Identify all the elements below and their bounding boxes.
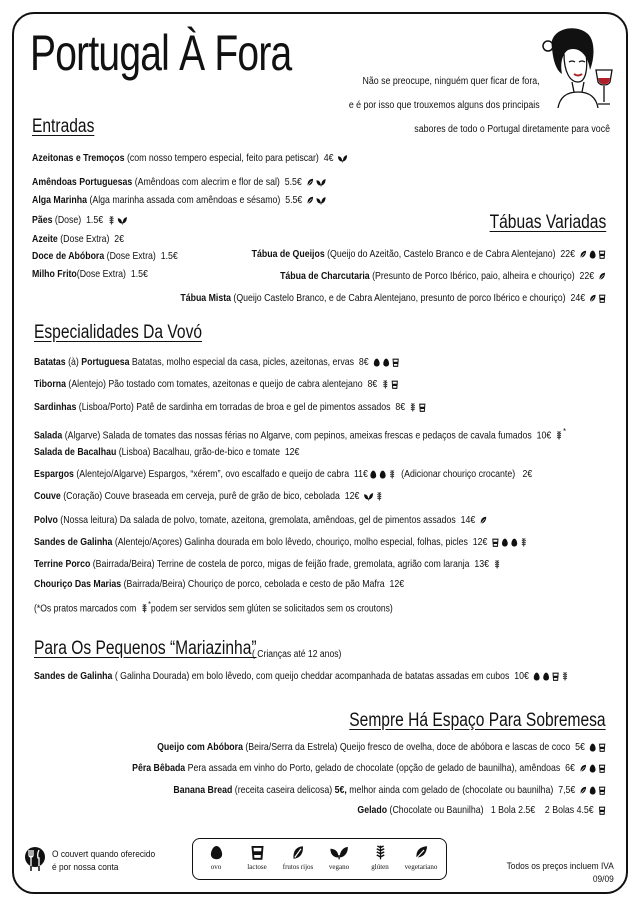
item-price: 11€ — [349, 469, 368, 480]
lactose-icon — [391, 380, 399, 389]
lactose-icon — [598, 806, 606, 815]
item-region: (Lisboa) — [116, 447, 151, 458]
iva-text: Todos os preços incluem IVA — [506, 861, 614, 872]
legend-item — [237, 845, 277, 871]
item-region: (Bairrada/Beira) — [90, 559, 155, 570]
item-price: 4€ — [318, 153, 334, 164]
intro-line: e é por isso que trouxemos alguns dos principais — [348, 100, 540, 111]
legend-label: vegetariano — [404, 863, 438, 871]
item-description: Pão tostado com tomates, azeitonas e queijo de cabra alentejano — [105, 379, 363, 390]
tabua-item — [280, 270, 606, 284]
egg-icon — [533, 672, 541, 681]
intro-line: sabores de todo o Portugal diretamente para você — [414, 124, 610, 135]
item-price-inline: 5€, — [334, 785, 347, 796]
item-price: 24€ — [565, 293, 585, 304]
vegetarian-icon — [306, 196, 314, 205]
item-price: 10€ — [509, 671, 529, 682]
lactose-icon — [492, 538, 500, 547]
gluten-note-text: (*Os pratos marcados com — [34, 603, 139, 615]
lactose-icon — [598, 743, 606, 752]
egg-icon — [589, 250, 597, 259]
item-description: Chouriço de porco, cebolada e cesto de pão Mafra — [185, 579, 385, 590]
couvert-note — [52, 848, 155, 874]
vegan-icon — [338, 154, 348, 163]
item-name: Chouriço Das Marias — [34, 579, 122, 590]
cutlery-icon — [24, 846, 46, 872]
item-name: Alga Marinha — [32, 195, 88, 206]
nut-icon — [278, 845, 318, 860]
gluten-free-marker: * — [563, 426, 566, 436]
section-title-entradas: Entradas — [32, 116, 95, 137]
item-description: (Presunto de Porco Ibérico, paio, alheira e chouriço) — [369, 271, 575, 282]
item-name: Pães — [32, 215, 53, 226]
item-description: (Amêndoas com alecrim e flor de sal) — [132, 177, 280, 188]
vegetarian-icon — [401, 845, 441, 860]
gluten-icon — [561, 672, 569, 681]
egg-icon — [370, 470, 378, 479]
especialidade-item — [34, 468, 532, 482]
legend-item — [196, 845, 236, 871]
item-description: (Dose Extra) — [57, 234, 110, 245]
woman-with-wine-illustration — [538, 24, 618, 108]
gluten-icon — [360, 845, 400, 860]
item-name: Salada — [34, 430, 63, 442]
vegetarian-icon — [579, 764, 587, 773]
item-description: ( Galinha Dourada) em bolo lêvedo, com queijo cheddar acompanhada de batatas assadas em cubos — [112, 671, 510, 682]
item-name: Portuguesa — [81, 357, 130, 368]
pequenos-age-note: ( Crianças até 12 anos) — [252, 649, 342, 660]
item-name: Azeitonas e Tremoços — [32, 153, 125, 164]
item-description: (Dose Extra) — [76, 269, 126, 280]
item-description: Espargos, “xérem”, ovo escalfado e queijo de cabra — [146, 469, 350, 480]
kids-item — [34, 670, 569, 684]
sobremesa-item — [173, 784, 606, 798]
vegetarian-icon — [598, 272, 606, 281]
vegetarian-icon — [579, 786, 587, 795]
item-name: Banana Bread — [173, 785, 233, 796]
item-price: 5.5€ — [279, 177, 302, 188]
legend-label: frutos rijos — [282, 863, 314, 871]
item-name: Couve — [34, 491, 61, 502]
gluten-icon — [520, 538, 528, 547]
lactose-icon — [552, 672, 560, 681]
tabua-item — [252, 248, 606, 262]
especialidade-item — [34, 514, 487, 528]
lactose-icon — [237, 845, 277, 860]
item-name: Batatas — [34, 357, 66, 368]
item-name: Queijo com Abóbora — [156, 742, 243, 753]
item-name: Pêra Bêbada — [132, 763, 186, 774]
especialidade-item — [34, 401, 426, 415]
section-title-especialidades: Especialidades Da Vovó — [34, 322, 203, 343]
section-title-tabuas: Tábuas Variadas — [489, 212, 606, 233]
item-description: Galinha dourada em bolo lêvedo, chouriço, molho especial, folhas, picles — [182, 537, 468, 548]
tabua-item — [180, 292, 606, 306]
especialidade-item — [34, 578, 404, 592]
gluten-icon — [381, 380, 389, 389]
especialidade-item — [34, 446, 299, 460]
item-name: Sandes de Galinha — [34, 537, 113, 548]
egg-icon — [382, 358, 390, 367]
item-name: Terrine Porco — [34, 559, 91, 570]
vegan-icon — [315, 178, 325, 187]
item-description: Salada de tomates das nossas férias no Algarve, com pepinos, ameixas frescas e pedaços de cavala fumados — [100, 430, 532, 442]
especialidade-item — [34, 490, 383, 504]
item-description: (Chocolate ou Baunilha) — [387, 805, 485, 816]
item-region: (Coração) — [60, 491, 103, 502]
item-name: Salada de Bacalhau — [34, 447, 117, 458]
item-description: Terrine de costela de porco, migas de feijão frade, gremolata, agrião com laranja — [154, 559, 470, 570]
item-region: (Alentejo) — [65, 379, 106, 390]
vegetarian-icon — [589, 294, 597, 303]
especialidade-item — [34, 424, 566, 443]
section-title-sobremesa: Sempre Há Espaço Para Sobremesa — [349, 710, 606, 731]
legend-item — [360, 845, 400, 871]
item-price: 6€ — [560, 763, 576, 774]
item-description: Couve braseada em cerveja, purê de grão de bico, cebolada — [102, 491, 340, 502]
gluten-icon — [376, 492, 384, 501]
item-name: Tábua Mista — [179, 293, 231, 304]
egg-icon — [501, 538, 509, 547]
item-region: (Lisboa/Porto) — [76, 402, 134, 413]
legend-label: glúten — [371, 863, 389, 871]
sobremesa-item — [132, 762, 606, 776]
item-description: (Dose) — [52, 215, 82, 226]
item-name: Polvo — [34, 515, 58, 526]
legend-item — [278, 845, 318, 871]
item-extra-price: 2€ — [515, 469, 533, 480]
item-name: Amêndoas Portuguesas — [32, 177, 133, 188]
item-price: 7,5€ — [553, 785, 576, 796]
item-price: 8€ — [390, 402, 406, 413]
section-title-pequenos: Para Os Pequenos “Mariazinha” — [34, 638, 257, 659]
entrada-item — [32, 233, 124, 247]
especialidade-item — [34, 536, 528, 550]
especialidade-item — [34, 558, 501, 572]
gluten-note-text: podem ser servidos sem glúten se solicitados sem os croutons) — [150, 603, 393, 615]
page-title: Portugal À Fora — [30, 25, 292, 81]
vegetarian-icon — [479, 516, 487, 525]
egg-icon — [589, 743, 597, 752]
vegetarian-icon — [579, 250, 587, 259]
especialidade-item — [34, 378, 399, 392]
entrada-item — [32, 194, 326, 208]
item-price: 1.5€ — [125, 269, 148, 280]
vegan-icon — [319, 845, 359, 860]
item-price: 1.5€ — [81, 215, 104, 226]
intro-line: Não se preocupe, ninguém quer ficar de fora, — [362, 76, 540, 87]
entrada-item — [32, 152, 348, 166]
item-description: Batatas, molho especial da casa, picles, azeitonas, ervas — [129, 357, 354, 368]
couvert-line: é por nossa conta — [52, 862, 119, 873]
item-name: Espargos — [34, 469, 74, 480]
lactose-icon — [598, 250, 606, 259]
gluten-icon — [409, 403, 417, 412]
item-description: Pera assada em vinho do Porto, gelado de chocolate (opção de gelado de baunilha), amêndoas — [185, 763, 561, 774]
vegan-icon — [117, 216, 127, 225]
item-name: Milho Frito — [32, 269, 77, 280]
lactose-icon — [598, 294, 606, 303]
item-extra: (Adicionar chouriço crocante) — [396, 469, 516, 480]
egg-icon — [511, 538, 519, 547]
item-region: (à) — [65, 357, 82, 368]
item-price: 1 Bola 2.5€ — [484, 805, 536, 816]
item-name: Sandes de Galinha — [34, 671, 113, 682]
egg-icon — [196, 845, 236, 860]
vegetarian-icon — [306, 178, 314, 187]
item-description: Bacalhau, grão-de-bico e tomate — [150, 447, 280, 458]
item-name: Tábua de Queijos — [251, 249, 325, 260]
couvert-line: O couvert quando oferecido — [52, 849, 156, 860]
item-name: Azeite — [32, 234, 58, 245]
lactose-icon — [392, 358, 400, 367]
lactose-icon — [598, 764, 606, 773]
item-price: 12€ — [384, 579, 405, 590]
item-price: 8€ — [353, 357, 369, 368]
allergen-legend — [192, 838, 447, 880]
item-description: (receita caseira delicosa) — [232, 785, 335, 796]
item-region: (Alentejo/Algarve) — [73, 469, 147, 480]
item-description: (Beira/Serra da Estrela) Queijo fresco de ovelha, doce de abóbora e lascas de coco — [242, 742, 571, 753]
legend-label: vegano — [328, 863, 350, 871]
gluten-icon — [107, 216, 115, 225]
egg-icon — [589, 786, 597, 795]
item-price: 1.5€ — [155, 251, 178, 262]
item-description: (Queijo do Azeitão, Castelo Branco e de Cabra Alentejano) — [324, 249, 556, 260]
item-price: 10€ — [531, 430, 552, 442]
item-price: 13€ — [469, 559, 490, 570]
item-description: Da salada de polvo, tomate, azeitona, gremolata, amêndoas, gel de pimentos assados — [117, 515, 456, 526]
item-name: Sardinhas — [34, 402, 77, 413]
legend-item — [319, 845, 359, 871]
item-price: 8€ — [362, 379, 378, 390]
lactose-icon — [419, 403, 427, 412]
item-name: Gelado — [357, 805, 388, 816]
item-name: Tábua de Charcutaria — [279, 271, 370, 282]
item-price: 22€ — [574, 271, 595, 282]
item-description: (com nosso tempero especial, feito para petiscar) — [124, 153, 319, 164]
item-name: Tiborna — [34, 379, 66, 390]
item-description: (Queijo Castelo Branco, e de Cabra Alentejano, presunto de porco Ibérico e chouriço) — [230, 293, 566, 304]
item-region: (Bairrada/Beira) — [121, 579, 186, 590]
item-name: Doce de Abóbora — [32, 251, 105, 262]
item-price: 12€ — [467, 537, 488, 548]
egg-icon — [373, 358, 381, 367]
item-price: 12€ — [279, 447, 300, 458]
especialidade-item — [34, 356, 399, 370]
item-description: (Dose Extra) — [104, 251, 156, 262]
item-price: 2 Bolas 4.5€ — [535, 805, 595, 816]
legend-label: ovo — [210, 863, 222, 871]
egg-icon — [542, 672, 550, 681]
page-number: 09/09 — [593, 874, 614, 885]
entrada-item — [32, 250, 178, 264]
sobremesa-item — [157, 741, 606, 755]
item-description: melhor ainda com gelado de (chocolate ou baunilha) — [346, 785, 554, 796]
vegan-icon — [364, 492, 374, 501]
lactose-icon — [598, 786, 606, 795]
gluten-icon — [493, 560, 501, 569]
item-description: (Alga marinha assada com amêndoas e sésamo) — [87, 195, 281, 206]
item-price: 2€ — [109, 234, 125, 245]
item-region: (Algarve) — [62, 430, 101, 442]
legend-item — [401, 845, 441, 871]
egg-icon — [379, 470, 387, 479]
item-region: (Alentejo/Açores) — [112, 537, 183, 548]
item-price: 5€ — [570, 742, 585, 753]
legend-label: lactose — [247, 863, 267, 871]
gluten-icon — [140, 604, 148, 613]
entrada-item — [32, 268, 148, 282]
vegan-icon — [316, 196, 326, 205]
item-price: 5.5€ — [280, 195, 303, 206]
gluten-note: (*Os pratos marcados com *podem ser servidos sem glúten se solicitados sem os croutons) — [34, 599, 393, 615]
sobremesa-item — [358, 804, 606, 818]
item-price: 12€ — [339, 491, 360, 502]
item-region: (Nossa leitura) — [57, 515, 118, 526]
item-price: 14€ — [455, 515, 476, 526]
tax-note — [507, 860, 614, 886]
item-description: Patê de sardinha em torradas de broa e gel de pimentos assados — [133, 402, 391, 413]
entrada-item — [32, 214, 127, 228]
entrada-item — [32, 176, 326, 190]
egg-icon — [589, 764, 597, 773]
item-price: 22€ — [555, 249, 576, 260]
